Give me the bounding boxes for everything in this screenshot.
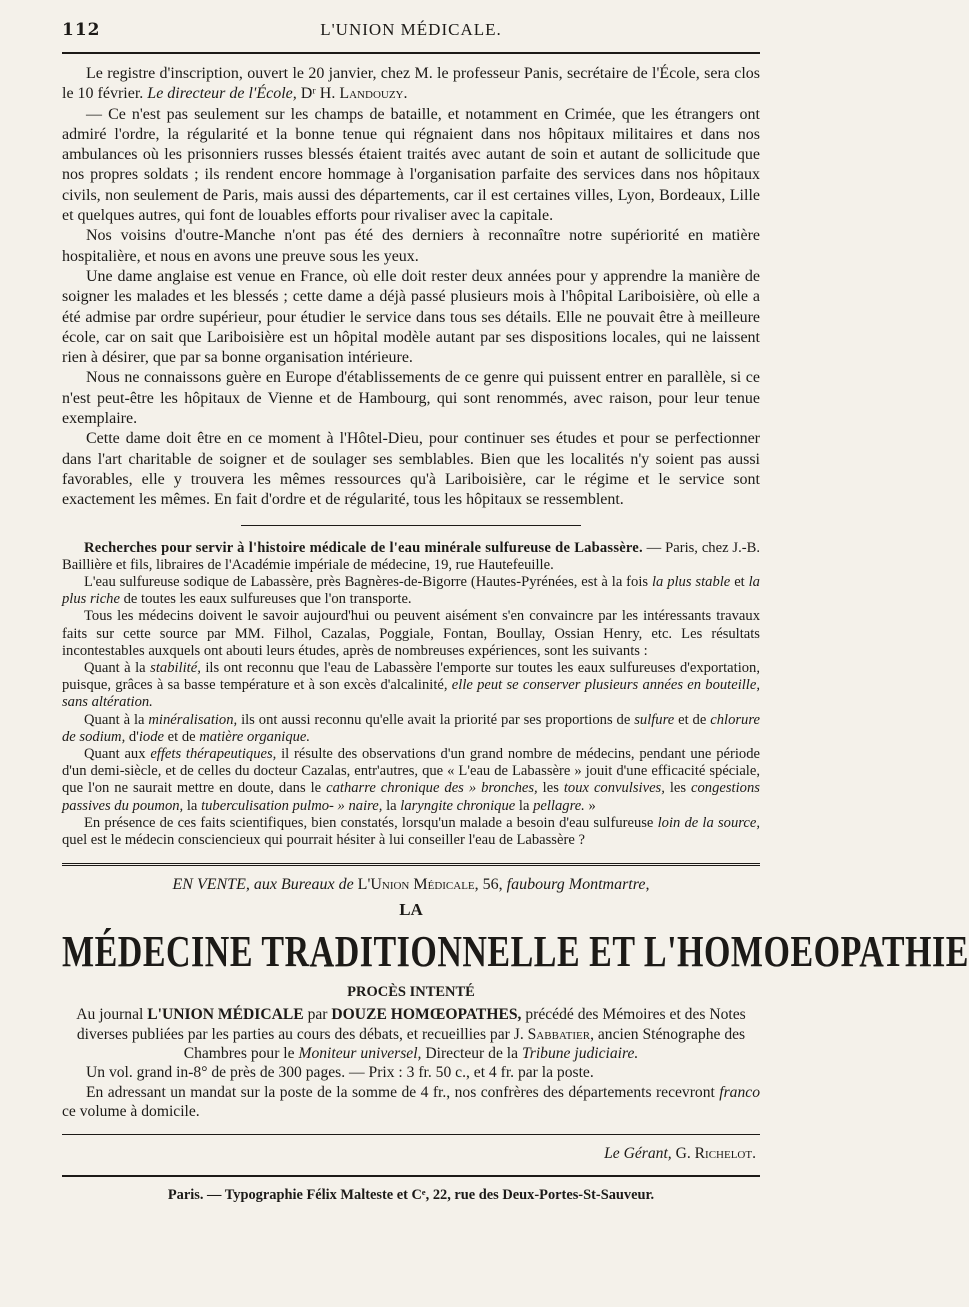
emphasis: laryngite chronique [400,797,516,814]
footer-rule [62,1175,760,1177]
signature-name: Dʳ H. Landouzy. [300,85,408,103]
text: J. Sabbatier, [513,1025,594,1043]
notice-paragraph: Tous les médecins doivent le savoir aujourd'hui ou peuvent aisément s'en convaincre par les intéressants travaux faits sur cette source par MM. Filhol, Cazalas, Poggiale, Fontan, Boullay, Ossian Henry, etc. Les résultats incontestables auxquels ont abouti leurs études, après de nombreuses expériences, sont les suivants : [62,608,760,659]
article-paragraph: Nos voisins d'outre-Manche n'ont pas été des derniers à reconnaître notre supériorité en matière hospitalière, et nous en avons une preuve sous les yeux. [62,227,760,265]
advert-order [62,1083,760,1122]
emphasis: matière organique. [199,728,311,745]
running-head [62,14,760,44]
text: L'eau sulfureuse sodique de Labassère, près Bagnères-de-Bigorre (Hautes-Pyrénées, est à la fois [84,573,649,590]
notice-paragraph [62,574,760,608]
text: » [588,797,596,814]
gerant-signature [62,1145,756,1163]
article-body [62,64,760,511]
text: faubourg Montmartre, [506,876,650,894]
emphasis: tuberculisation pulmo- » naire, [201,797,383,814]
emphasis: Moniteur universel, [298,1045,422,1062]
advert-subtitle: PROCÈS INTENTÉ [347,984,475,1001]
notice-imprint: — Paris, chez J.-B. Baillière et fils, libraires de l'Académie impériale de médecine, 19, rue Hautefeuille. [62,539,760,573]
text: Au journal [76,1006,144,1024]
text: les [542,780,559,797]
article-paragraph: Une dame anglaise est venue en France, où elle doit rester deux années pour y apprendre la manière de soigner les malades et les blessés ; cette dame a déjà passé plusieurs mois à l'hôpital Lariboisière, où elle a été admise par ordre supérieur, pour étudier le service dans tous ses détails. Elle ne pouvait être à meilleure école, car on sait que Lariboisière est un hôpital modèle autant par ses dispositions locales, qui ne laissent rien à désirer, que par sa bonne organisation intérieure. [62,267,760,367]
text: précédé des Mémoires et des Notes [525,1006,746,1024]
emphasis: Tribune judiciaire. [521,1045,639,1062]
emphasis: chlorure de sodium, [62,711,760,745]
text: les [669,780,687,797]
emphasis: effets thérapeutiques, [150,745,277,762]
text: Le Gérant, [604,1144,672,1162]
text: d' [128,728,139,745]
text: la [518,797,530,814]
text: et de [167,728,196,745]
section-divider [241,525,581,526]
emphasis: loin de la source, [657,814,760,831]
text: DOUZE HOMŒOPATHES, [331,1006,522,1024]
printer-imprint: Paris. — Typographie Félix Malteste et Cᵉ, 22, rue des Deux-Portes-St-Sauveur. [167,1186,655,1203]
registration-paragraph [62,64,760,105]
labassere-notice [62,540,760,850]
notice-paragraph [62,746,760,815]
emphasis: iode [138,728,164,745]
emphasis: stabilité, [150,659,201,676]
emphasis: elle peut se conserver plusieurs années en bouteille, sans altération. [62,677,760,711]
emphasis: la plus stable [651,573,731,590]
text: ils ont aussi reconnu qu'elle avait la priorité par ses proportions de [241,711,631,728]
advertisement [62,876,969,1121]
text: Directeur de la [425,1045,519,1062]
director-signature [147,85,407,102]
header-rule [62,52,760,54]
emphasis: sulfure [634,711,675,728]
article-paragraph: Cette dame doit être en ce moment à l'Hôtel-Dieu, pour continuer ses études et pour se perfectionner dans l'art charitable de soigner et de soulager ses semblables. Bien que les localités n'y soient pas aussi favorables, elle y trouvera les mêmes ressources qu'à Lariboisière, car le régime et le service sont exactement les mêmes. En fait d'ordre et de régularité, tous les hôpitaux se ressemblent. [62,430,760,509]
text: et [734,573,745,590]
emphasis: congestions passives du poumon, [62,780,760,814]
article-paragraph: — Ce n'est pas seulement sur les champs de bataille, et notamment en Crimée, que les étrangers ont admiré l'ordre, la régularité et la bonne tenue qui régnaient dans nos hôpitaux militaires et dans nos ambulances où les prisonniers russes blessés étaient traités avec autant de soin et autant de sollicitude que nos propres soldats ; ils rendent encore hommage à l'organisation parfaite des services dans nos hôpitaux civils, non seulement de Paris, mais aussi des départements, car il est certaines villes, Lyon, Bordeaux, Lille et quelques autres, qui font de louables efforts pour rivaliser avec la capitale. [62,105,760,225]
text: EN VENTE, aux Bureaux de [172,876,354,894]
text: et de [678,711,707,728]
text: la [186,797,198,814]
text: de toutes les eaux sulfureuses que l'on transporte. [123,591,412,608]
emphasis: catharre chronique des » bronches, [326,780,538,797]
text: Quant aux [84,745,146,762]
text: Quant à la [84,711,145,728]
text: ce volume à domicile. [62,1103,200,1121]
text: En présence de ces faits scientifiques, bien constatés, lorsqu'un malade a besoin d'eau sulfureuse [84,814,654,831]
article-paragraph: Nous ne connaissons guère en Europe d'établissements de ce genre qui puissent entrer en parallèle, si ce n'est peut-être les hôpitaux de Vienne et de Hambourg, qui sont renommés, avec raison, pour leur tenue exemplaire. [62,369,760,428]
emphasis: franco [719,1083,760,1101]
emphasis: minéralisation, [148,711,238,728]
text: Quant à la [84,659,146,676]
advert-article: LA [399,900,423,920]
text: diverses publiées par les parties au cours des débats, et recueillies par [76,1025,510,1043]
registration-text: Le registre d'inscription, ouvert le 20 janvier, chez M. le professeur Panis, secrétaire de l'École, sera clos le 10 février. [62,65,760,103]
notice-title: Recherches pour servir à l'histoire médicale de l'eau minérale sulfureuse de Labassère. [84,539,643,556]
text: ils ont reconnu que l'eau de Labassère l'emporte sur toutes les eaux sulfureuses d'exportation, puisque, grâces à sa basse température et à son excès d'alcalinité, [62,659,760,694]
text: G. Richelot. [675,1144,756,1162]
advert-rule-top [62,863,760,866]
page-number: 112 [62,20,101,40]
notice-paragraph [62,712,760,746]
en-vente-line [62,876,760,894]
notice-paragraph [62,660,760,712]
notice-paragraph [62,815,760,849]
emphasis: toux convulsives, [563,780,665,797]
advert-price: Un vol. grand in-8° de près de 300 pages. — Prix : 3 fr. 50 c., et 4 fr. par la poste. [86,1064,594,1082]
emphasis: la plus riche [62,573,760,608]
text: quel est le médecin consciencieux qui pourrait hésiter à lui conseiller l'eau de Labassère ? [62,831,585,848]
text: Sténographe des Chambres pour le [183,1025,746,1062]
notice-heading [62,540,760,574]
text: par [307,1006,328,1024]
text: L'UNION MÉDICALE [147,1006,304,1024]
advert-rule-bottom [62,1134,760,1135]
signature-role: Le directeur de l'École, [147,85,297,103]
advert-title: MÉDECINE TRADITIONNELLE ET L'HOMOEOPATHIE [62,928,969,977]
advert-line [62,1005,760,1063]
journal-ref: L'Union Médicale [357,876,475,894]
text: il résulte des observations d'un grand nombre de médecins, pendant une période d'un demi-siècle, et de celles du docteur Cazalas, entr'autres, que « L'eau de Labassère » jouit d'une efficacité spéciale, que l'on ne saurait mettre en doute, dans le [62,745,760,797]
text: ancien [597,1025,639,1043]
text: la [386,797,397,814]
text: , 56, [474,876,503,894]
emphasis: pellagre. [533,797,585,814]
text: En adressant un mandat sur la poste de la somme de 4 fr., nos confrères des départements recevront [86,1083,715,1101]
journal-name: L'UNION MÉDICALE. [320,20,502,39]
